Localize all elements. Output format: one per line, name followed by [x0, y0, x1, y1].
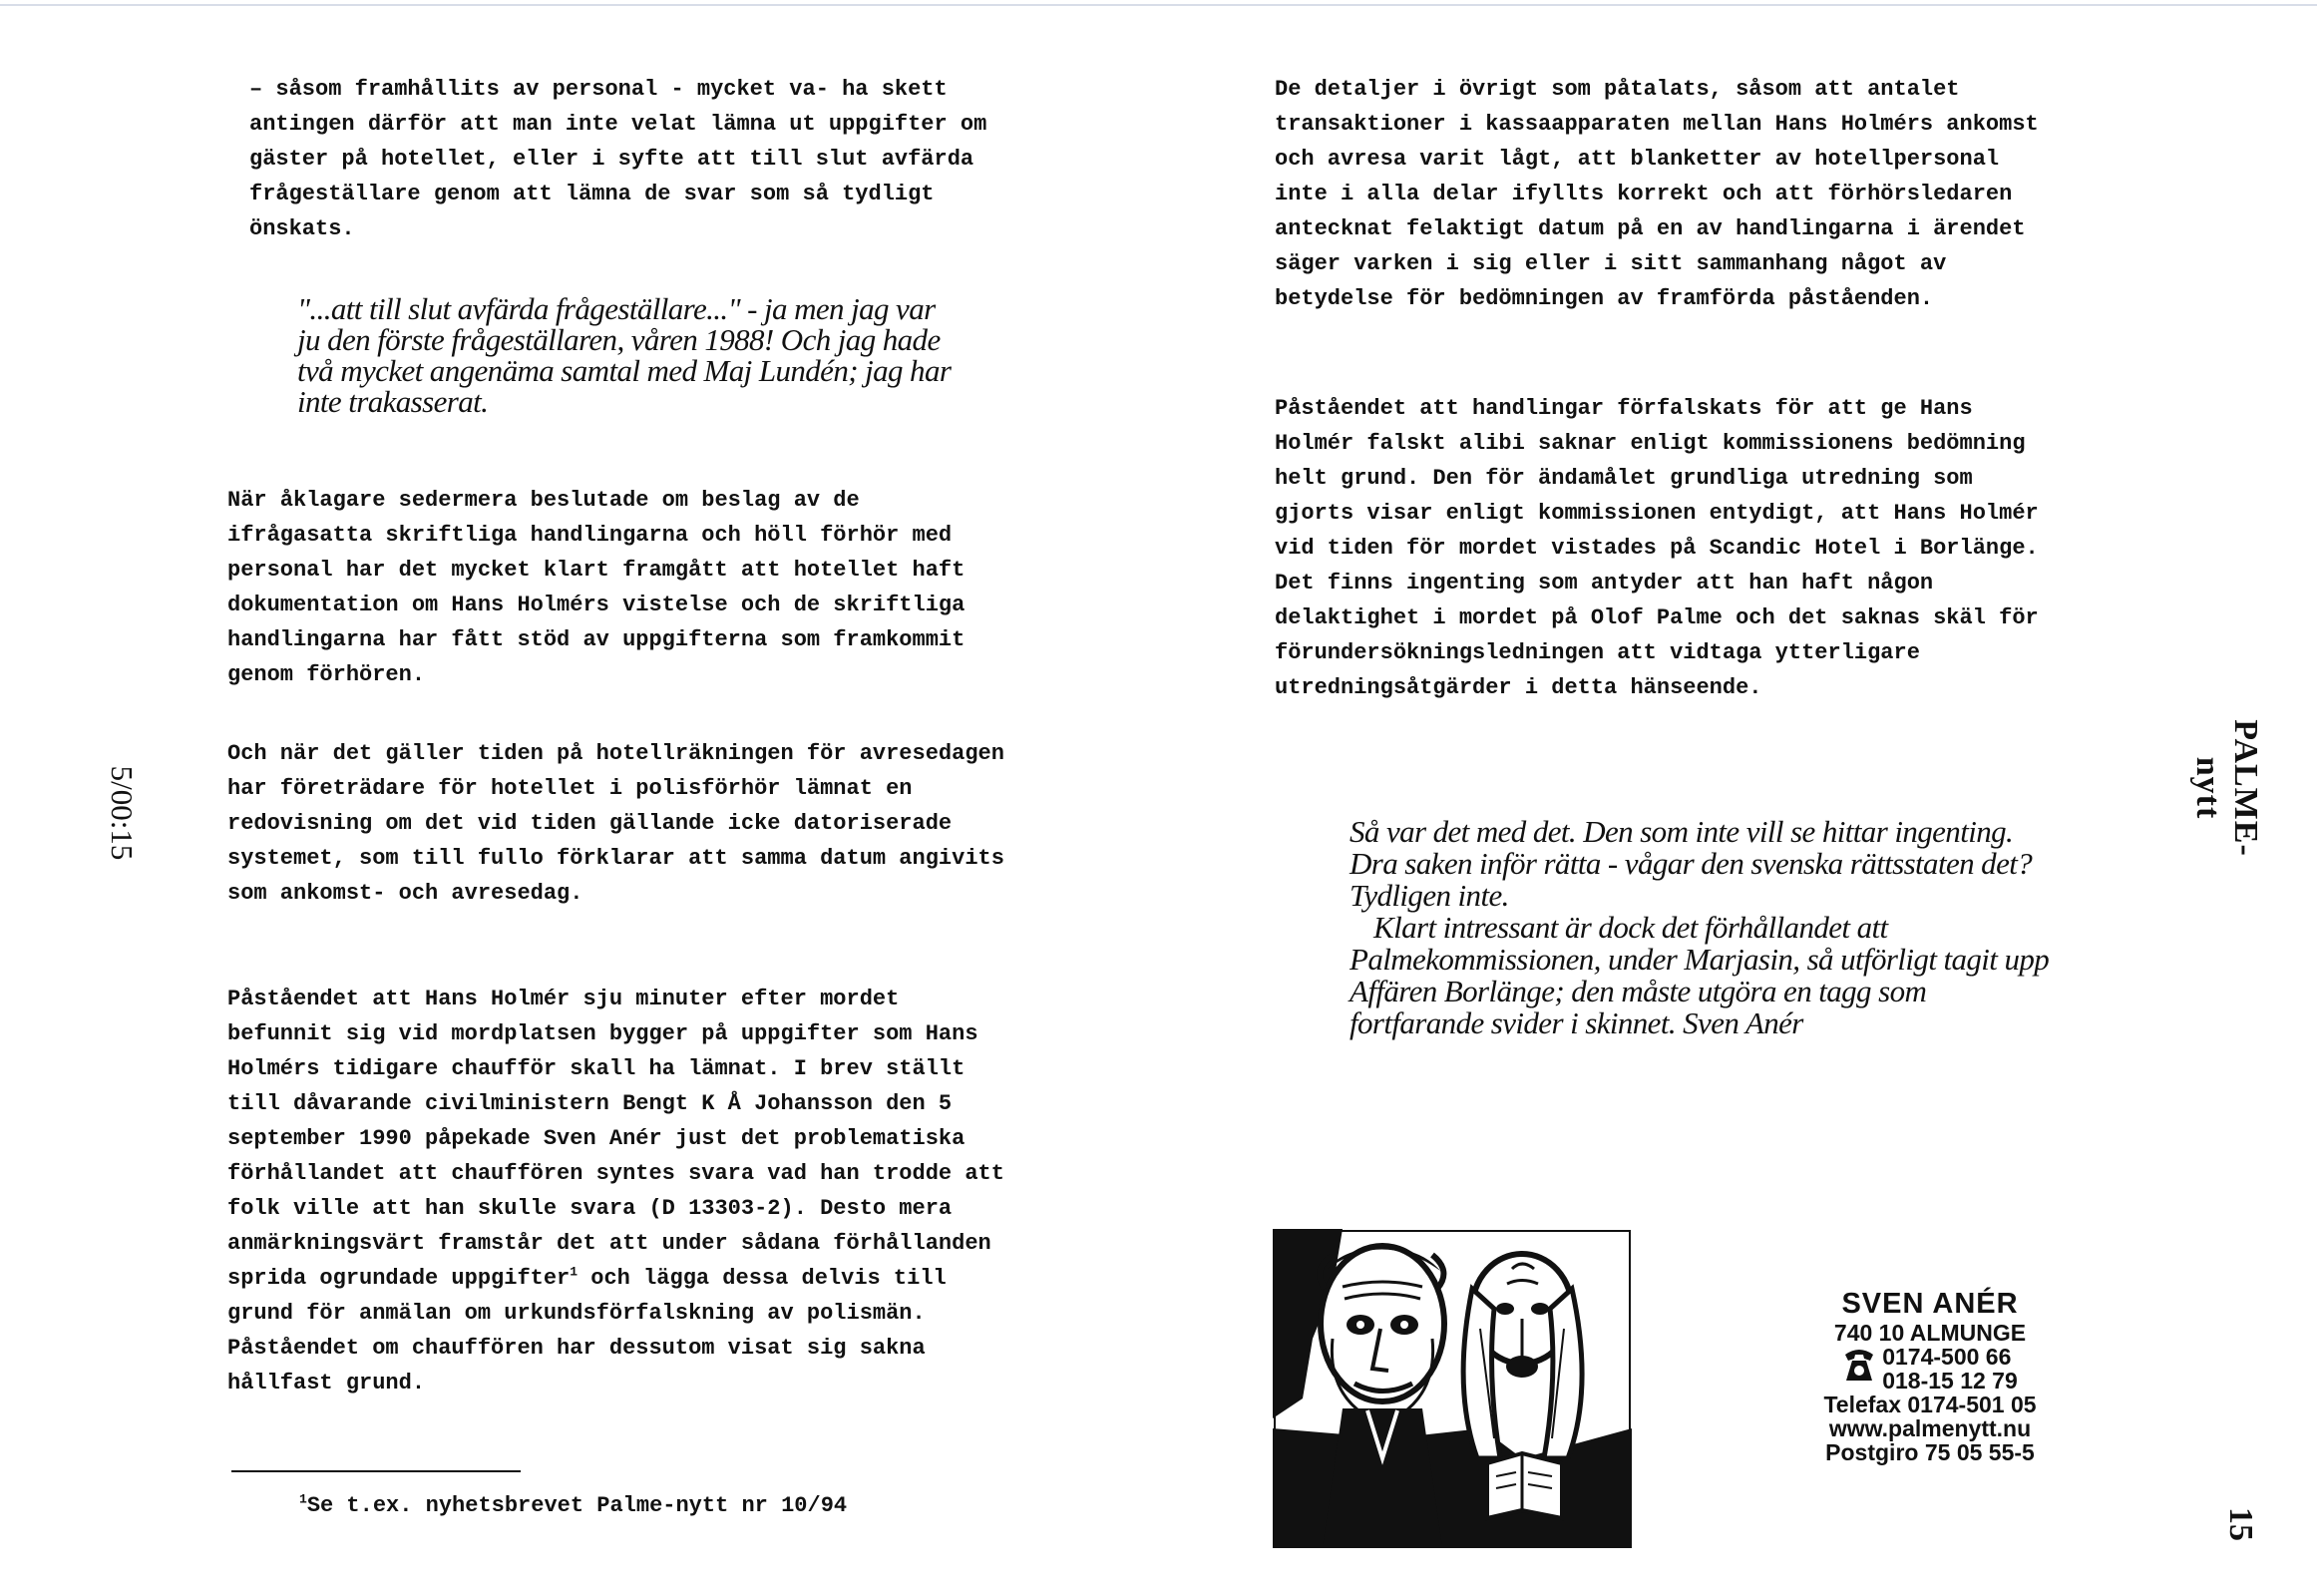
document-reference-label: 5/00:15	[105, 765, 140, 861]
publisher-contact	[1765, 1287, 2095, 1464]
left-quote: "...att till slut avfärda frågeställare..." - ja men jag var ju den förste frågeställaren, våren 1988! Och jag hade två mycket angenäma samtal med Maj Lundén; jag har inte trakasserat.	[297, 291, 952, 419]
cartoon-illustration	[1273, 1229, 1632, 1548]
publisher-name: SVEN ANÉR	[1841, 1288, 2019, 1320]
cartoon-illustration-drawing	[1273, 1229, 1632, 1548]
telefax-number: Telefax 0174-501 05	[1823, 1392, 2037, 1417]
footnote-mark: 1	[299, 1491, 307, 1507]
editor-comment-part-1: Så var det med det. Den som inte vill se hittar ingenting. Dra saken inför rätta - vågar den svenska rättsstaten det? Tydligen inte.	[1350, 814, 2033, 913]
telephone-icon	[1842, 1345, 1876, 1389]
newsletter-title: PALME-nytt	[2189, 719, 2264, 857]
left-paragraph-1: – såsom framhållits av personal - mycket va- ha skett antingen därför att man inte velat lämna ut uppgifter om gäster på hotellet, eller i syfte att till slut avfärda frågeställare genom att lämna de svar som så tydligt önskats.	[249, 77, 987, 241]
left-paragraph-4	[227, 982, 1015, 1400]
postgiro-number: Postgiro 75 05 55-5	[1825, 1439, 2035, 1465]
left-paragraph-2: När åklagare sedermera beslutade om beslag av de ifrågasatta skriftliga handlingarna och höll förhör med personal har det mycket klart framgått att hotellet haft dokumentation om Hans Holmérs vistelse och de skriftliga handlingarna har fått stöd av uppgifterna som framkommit genom förhören.	[227, 488, 965, 687]
right-paragraph-1: De detaljer i övrigt som påtalats, såsom att antalet transaktioner i kassaapparaten mellan Hans Holmérs ankomst och avresa varit lågt, att blanketter av hotellpersonal inte i alla delar ifyllts korrekt och att förhörsledaren antecknat felaktigt datum på en av handlingarna i ärendet säger varken i sig eller i sitt sammanhang något av betydelse för bedömningen av framförda påståenden.	[1275, 77, 2039, 311]
left-paragraph-3: Och när det gäller tiden på hotellräkningen för avresedagen har företrädare för hotellet i polisförhör lämnat en redovisning om det vid tiden gällande icke datoriserade systemet, som till fullo förklarar att samma datum angivits som ankomst- och avresedag.	[227, 741, 1004, 906]
page-number: 15	[2222, 1507, 2259, 1541]
publisher-address: 740 10 ALMUNGE	[1833, 1320, 2027, 1346]
phone-lines	[1882, 1345, 2018, 1393]
website-url: www.palmenytt.nu	[1828, 1415, 2032, 1441]
footnote-text: Se t.ex. nyhetsbrevet Palme-nytt nr 10/94	[306, 1493, 848, 1518]
scan-edge-line	[0, 4, 2317, 6]
left-paragraph-4-text-a: Påståendet att Hans Holmér sju minuter efter mordet befunnit sig vid mordplatsen bygger på uppgifter som Hans Holmérs tidigare chaufför skall ha lämnat. I brev ställt till dåvarande civilministern Bengt K Å Johansson den 5 september 1990 påpekade Sven Anér just det problematiska förhållandet att chauffören syntes svara vad han trodde att folk ville att han skulle svara (D 13303-2). Desto mera anmärkningsvärt framstår det att under sådana förhållanden sprida ogrundade uppgifter	[227, 987, 1004, 1291]
phone-number-1: 0174-500 66	[1882, 1344, 2012, 1370]
footnote-divider	[231, 1470, 521, 1472]
right-paragraph-2: Påståendet att handlingar förfalskats för att ge Hans Holmér falskt alibi saknar enligt kommissionens bedömning helt grund. Den för ändamålet grundliga utredning som gjorts visar enligt kommissionen entydigt, att Hans Holmér vid tiden för mordet vistades på Scandic Hotel i Borlänge. Det finns ingenting som antyder att han haft någon delaktighet i mordet på Olof Palme och det saknas skäl för förundersökningsledningen att vidtaga ytterligare utredningsåtgärder i detta hänseende.	[1275, 396, 2039, 700]
editor-comment-part-2: Klart intressant är dock det förhållandet att Palmekommissionen, under Marjasin, så utförligt tagit upp Affären Borlänge; den måste utgöra en tagg som fortfarande svider i skinnet. Sven Anér	[1350, 910, 2050, 1040]
editor-comment	[1350, 816, 2068, 1039]
phone-numbers	[1765, 1345, 2095, 1393]
footnote-reference: 1	[570, 1264, 579, 1280]
phone-number-2: 018-15 12 79	[1882, 1368, 2018, 1394]
left-paragraph-4-text-b: och lägga dessa delvis till grund för anmälan om urkundsförfalskning av polismän. Påståendet om chauffören har dessutom visat sig sakna hållfast grund.	[227, 1266, 947, 1396]
footnote	[299, 1488, 997, 1523]
